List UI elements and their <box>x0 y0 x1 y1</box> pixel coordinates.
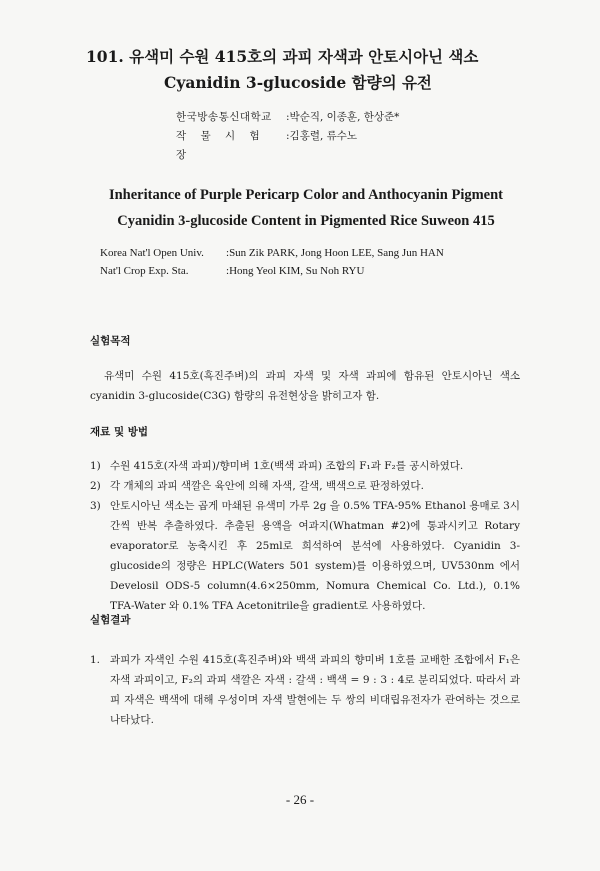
results-heading: 실험결과 <box>90 614 131 626</box>
affiliation-authors: 김홍렬, 류수노 <box>289 130 358 142</box>
english-title-line-1: Inheritance of Purple Pericarp Color and Anthocyanin Pigment <box>108 187 504 203</box>
affiliation-authors: Hong Yeol KIM, Su Noh RYU <box>229 265 365 277</box>
affiliation-org: 한국방송통신대학교 <box>176 111 272 123</box>
affiliation-authors: Sun Zik PARK, Jong Hoon LEE, Sang Jun HAN <box>229 247 444 259</box>
affiliation-separator: : <box>226 247 230 259</box>
korean-title-line-2: Cyanidin 3-glucoside 함량의 유전 <box>164 73 432 92</box>
list-item <box>90 476 520 496</box>
affiliation-row <box>100 262 520 280</box>
english-affiliations <box>100 244 520 280</box>
affiliation-org: Nat'l Crop Exp. Sta. <box>100 265 189 277</box>
affiliation-row <box>176 108 516 127</box>
list-item-number: 1) <box>90 460 101 472</box>
korean-affiliations <box>176 108 516 165</box>
affiliation-authors: 박순직, 이종훈, 한상준* <box>289 111 400 123</box>
list-item <box>90 496 520 616</box>
korean-title <box>86 44 556 96</box>
objective-paragraph <box>90 366 520 406</box>
results-list <box>90 650 520 730</box>
affiliation-row <box>176 127 516 165</box>
affiliation-org: Korea Nat'l Open Univ. <box>100 247 204 259</box>
objective-text: 유색미 수원 415호(흑진주벼)의 과피 자색 및 자색 과피에 함유된 안토시아닌 색소 cyanidin 3-glucoside(C3G) 함량의 유전현상을 밝히고자 함. <box>90 370 520 402</box>
korean-title-line-1: 101. 유색미 수원 415호의 과피 자색과 안토시아닌 색소 <box>86 47 479 66</box>
list-item-text: 안토시아닌 색소는 곱게 마쇄된 유색미 가루 2g 을 0.5% TFA-95% Ethanol 용매로 3시간씩 반복 추출하였다. 추출된 용액을 여과지(Whatman #2)에 통과시키고 Rotary evaporator로 농축시킨 후 25ml로 희석하여 분석에 사용하였다. Cyanidin 3-glucoside의 정량은 HPLC(Waters 501 system)를 이용하였으며, UV530nm 에서 Develosil ODS-5 column(4.6×250mm, Nomura Chemical Co. Ltd.), 0.1% TFA-Water 와 0.1% TFA Acetonitrile을 gradient로 사용하였다. <box>110 500 520 612</box>
list-item-text: 과피가 자색인 수원 415호(흑진주벼)와 백색 과피의 향미벼 1호를 교배한 조합에서 F₁은 자색 과피이고, F₂의 과피 색깔은 자색 : 갈색 : 백색 = 9 : 3 : 4로 분리되었다. 따라서 과피 자색은 백색에 대해 우성이며 자색 발현에는 두 쌍의 비대립유전자가 관여하는 것으로 나타났다. <box>110 654 520 726</box>
english-title <box>86 182 526 234</box>
list-item-number: 1. <box>90 654 101 666</box>
affiliation-row <box>100 244 520 262</box>
methods-heading: 재료 및 방법 <box>90 426 149 438</box>
list-item-number: 2) <box>90 480 101 492</box>
list-item-number: 3) <box>90 500 101 512</box>
list-item <box>90 456 520 476</box>
affiliation-separator: : <box>286 130 290 142</box>
list-item <box>90 650 520 730</box>
list-item-text: 각 개체의 과피 색깔은 육안에 의해 자색, 갈색, 백색으로 판정하였다. <box>110 480 424 492</box>
objective-heading: 실험목적 <box>90 335 131 347</box>
english-title-line-2: Cyanidin 3-glucoside Content in Pigmented Rice Suweon 415 <box>117 213 495 229</box>
methods-list <box>90 456 520 616</box>
affiliation-separator: : <box>286 111 290 123</box>
list-item-text: 수원 415호(자색 과피)/향미벼 1호(백색 과피) 조합의 F₁과 F₂를 공시하였다. <box>110 460 464 472</box>
affiliation-org: 작 물 시 험 장 <box>176 130 266 161</box>
page-number: - 26 - <box>285 792 315 807</box>
affiliation-separator: : <box>226 265 230 277</box>
